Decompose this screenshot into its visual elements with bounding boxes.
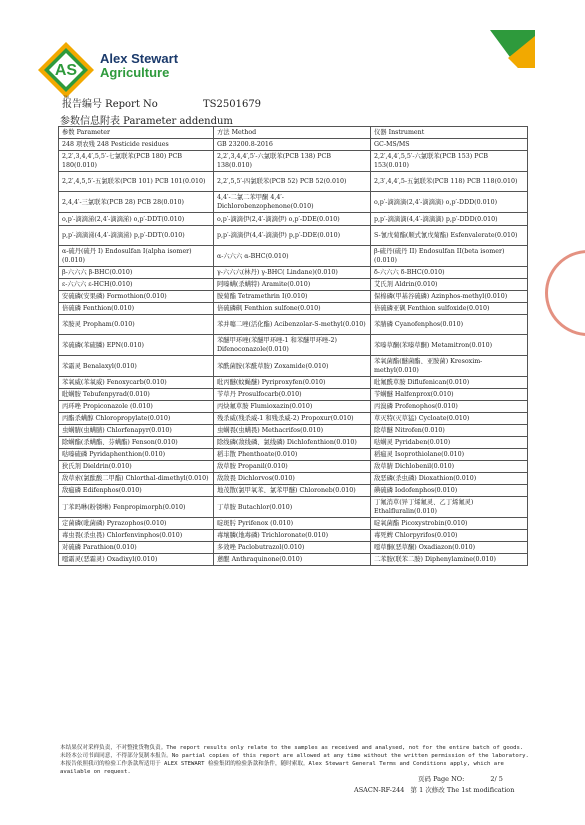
table-row: [59, 246, 528, 267]
page-number-value: 2/ 5: [490, 775, 503, 783]
instrument-cell: 吡氟酰草胺 Diflufenican(0.010): [371, 377, 528, 389]
instrument-cell: 丙溴磷 Profenophos(0.010): [371, 401, 528, 413]
parameter-cell: 哒嗪硫磷 Pyridaphenthion(0.010): [59, 449, 214, 461]
instrument-cell: 噁草酮(恶草酮) Oxadiazon(0.010): [371, 542, 528, 554]
method-cell: 敌敌畏 Dichlorvos(0.010): [214, 473, 371, 485]
footnote-line: 本报告依照我司的检验工作条款所适用于 ALEX STEWART 检验集团的检验条款和条件，随时索取。Alex Stewart General Terms and Conditions apply, which are available on request.: [60, 761, 504, 775]
report-number-label: 报告编号 Report No: [62, 99, 158, 110]
table-row: [59, 425, 528, 437]
table-row: [59, 389, 528, 401]
instrument-cell: 二苯胺(联苯二胺) Diphenylamine(0.010): [371, 554, 528, 566]
brand-name: Alex Stewart: [100, 51, 179, 66]
parameter-cell: 2,2′,4,5,5′-五氯联苯(PCB 101) PCB 101(0.010): [59, 172, 214, 192]
instrument-cell: o,p′-滴滴滴(2,4′-滴滴滴) o,p′-DDD(0.010): [371, 192, 528, 213]
footnote-line: 未经本公司书面同意，不得部分复制本报告。No partial copies of this report are allowed at any time without the written permission of the laboratory.: [60, 753, 529, 759]
brand-subtitle: Agriculture: [100, 65, 170, 80]
parameter-cell: 吡螨胺 Tebufenpyrad(0.010): [59, 389, 214, 401]
table-row: [59, 192, 528, 213]
parameter-cell: 倍硫磷 Fenthion(0.010): [59, 303, 214, 315]
logo-tm: TM: [63, 94, 69, 99]
table-row: [59, 530, 528, 542]
header-parameter: 参数 Parameter: [59, 127, 214, 139]
instrument-cell: 保棉磷(甲基谷硫磷) Azinphos-methyl(0.010): [371, 291, 528, 303]
method-cell: 啶斑肟 Pyrifenox (0.010): [214, 518, 371, 530]
table-body: [59, 139, 528, 566]
parameter-cell: 苯霜灵 Benalaxyl(0.010): [59, 356, 214, 377]
method-cell: 苯并噻二唑(活化酯) Acibenzolar-S-methyl(0.010): [214, 315, 371, 335]
table-row: [59, 213, 528, 226]
instrument-cell: 2,2′,4,4′,5,5′-六氯联苯(PCB 153) PCB 153(0.010): [371, 151, 528, 172]
parameter-cell: o,p′-滴滴涕(2,4′-滴滴涕) o,p′-DDT(0.010): [59, 213, 214, 226]
parameter-cell: 2,4,4′-三氯联苯(PCB 28) PCB 28(0.010): [59, 192, 214, 213]
method-cell: 毒壤膦(地毒磷) Trichloronate(0.010): [214, 530, 371, 542]
table-row: [59, 151, 528, 172]
instrument-cell: 稻瘟灵 Isoprothiolane(0.010): [371, 449, 528, 461]
method-cell: o,p′-滴滴伊(2,4′-滴滴伊) o,p′-DDE(0.010): [214, 213, 371, 226]
page-number: [418, 774, 503, 783]
parameter-table: [58, 126, 528, 566]
table-row: [59, 139, 528, 151]
table-row: [59, 518, 528, 530]
instrument-cell: 丁氟消草(异丁烯氟灵、乙丁烯氟灵) Ethalfluralin(0.010): [371, 497, 528, 518]
revision-code: ASACN-RF-244: [354, 786, 405, 794]
instrument-cell: 毒死蜱 Chlorpyrifos(0.010): [371, 530, 528, 542]
table-row: [59, 377, 528, 389]
method-cell: 2,2′,5,5′-四氯联苯(PCB 52) PCB 52(0.010): [214, 172, 371, 192]
instrument-cell: 敌恶磷(杀虫磷) Dioxathion(0.010): [371, 473, 528, 485]
table-row: [59, 437, 528, 449]
parameter-cell: 狄氏剂 Dieldrin(0.010): [59, 461, 214, 473]
table-row: [59, 554, 528, 566]
parameter-cell: 对硫磷 Parathion(0.010): [59, 542, 214, 554]
parameter-cell: β-六六六 β-BHC(0.010): [59, 267, 214, 279]
method-cell: 胺菊酯 Tetramethrin I(0.010): [214, 291, 371, 303]
method-cell: 敌草胺 Propanil(0.010): [214, 461, 371, 473]
method-cell: 稻丰散 Phenthoate(0.010): [214, 449, 371, 461]
method-cell: 苯醚甲环唑(苯醚甲环唑-1 和苯醚甲环唑-2) Difenoconazole(0.010): [214, 335, 371, 356]
instrument-cell: 苄螨醚 Halfenprox(0.010): [371, 389, 528, 401]
method-cell: 丙炔氟草胺 Flumioxazin(0.010): [214, 401, 371, 413]
parameter-cell: 248 项农残 248 Pesticide residues: [59, 139, 214, 151]
parameter-cell: 虫螨腈(虫螨腈) Chlorfenapyr(0.010): [59, 425, 214, 437]
parameter-cell: 丙环唑 Propiconazole (0.010): [59, 401, 214, 413]
revision-text: 第 1 次修改 The 1st modification: [410, 786, 515, 794]
brand-text: [100, 52, 178, 80]
parameter-cell: p,p′-滴滴涕(4,4′-滴滴涕) p,p′-DDT(0.010): [59, 226, 214, 246]
table-header-row: [59, 127, 528, 139]
table-row: [59, 335, 528, 356]
instrument-cell: 哒螨灵 Pyridaben(0.010): [371, 437, 528, 449]
method-cell: p,p′-滴滴伊(4,4′-滴滴伊) p,p′-DDE(0.010): [214, 226, 371, 246]
method-cell: 苄草丹 Prosulfocarb(0.010): [214, 389, 371, 401]
lab-seal-stamp: [545, 250, 585, 336]
page-number-label: 页码 Page NO:: [418, 775, 465, 783]
parameter-cell: α-硫丹(硫丹 I) Endosulfan I(alpha isomer)(0.010): [59, 246, 214, 267]
logo-monogram: AS: [54, 62, 78, 79]
revision-line: [354, 785, 514, 794]
instrument-cell: 艾氏剂 Aldrin(0.010): [371, 279, 528, 291]
addendum-title: 参数信息附表 Parameter addendum: [60, 116, 233, 127]
footnote-line: 本结果仅对采样负责，不对整批货物负责。The report results only relate to the samples as received and analysed, not for the entire batch of goods.: [60, 745, 524, 751]
report-number-line: [62, 95, 261, 110]
method-cell: 除线磷(敌线磷、氯线磷) Dichlofenthion(0.010): [214, 437, 371, 449]
method-cell: 苯酰菌胺(苯酰草胺) Zoxamide(0.010): [214, 356, 371, 377]
method-cell: 多效唑 Paclobutrazol(0.010): [214, 542, 371, 554]
table-row: [59, 172, 528, 192]
table-row: [59, 226, 528, 246]
header-method: 方法 Method: [214, 127, 371, 139]
report-number-value: TS2501679: [202, 99, 262, 110]
instrument-cell: 2,3′,4,4′,5-五氯联苯(PCB 118) PCB 118(0.010): [371, 172, 528, 192]
method-cell: 蒽醌 Anthraquinone(0.010): [214, 554, 371, 566]
instrument-cell: p,p′-滴滴滴(4,4′-滴滴滴) p,p′-DDD(0.010): [371, 213, 528, 226]
method-cell: 虫螨畏(虫螨畏) Methacrifos(0.010): [214, 425, 371, 437]
parameter-cell: 丁苯吗啉(粉锈啉) Fenpropimorph(0.010): [59, 497, 214, 518]
method-cell: 阿嗪螨(杀螨特) Aramite(0.010): [214, 279, 371, 291]
instrument-cell: 苯氧菌酯(醚菌酯、亚胺菌) Kresoxim-methyl(0.010): [371, 356, 528, 377]
corner-decoration: [490, 30, 535, 68]
parameter-cell: 苯硫磷(苯硫膦) EPN(0.010): [59, 335, 214, 356]
header-instrument: 仪器 Instrument: [371, 127, 528, 139]
instrument-cell: β-硫丹(硫丹 II) Endosulfan II(beta isomer)(0.010): [371, 246, 528, 267]
parameter-cell: 噁霜灵(恶霜灵) Oxadixyl(0.010): [59, 554, 214, 566]
method-cell: γ-六六六(林丹) γ-BHC( Lindane)(0.010): [214, 267, 371, 279]
instrument-cell: 敌草腈 Dichlobenil(0.010): [371, 461, 528, 473]
method-cell: 地茂散(氯甲氧苯、氯苯甲醚) Chloroneb(0.010): [214, 485, 371, 497]
table-row: [59, 291, 528, 303]
table-row: [59, 449, 528, 461]
table-row: [59, 401, 528, 413]
parameter-cell: ε-六六六 ε-HCH(0.010): [59, 279, 214, 291]
parameter-cell: 敌瘟磷 Edifenphos(0.010): [59, 485, 214, 497]
table-row: [59, 542, 528, 554]
method-cell: 丁草胺 Butachlor(0.010): [214, 497, 371, 518]
report-footnote: [60, 744, 530, 776]
instrument-cell: 啶氧菌酯 Picoxystrobin(0.010): [371, 518, 528, 530]
parameter-cell: 丙酯杀螨醇 Chloropropylate(0.010): [59, 413, 214, 425]
instrument-cell: 碘硫磷 Iodofenphos(0.010): [371, 485, 528, 497]
parameter-cell: 毒虫畏(杀虫畏) Chlorfenvinphos(0.010): [59, 530, 214, 542]
instrument-cell: 苯腈磷 Cyanofenphos(0.010): [371, 315, 528, 335]
method-cell: α-六六六 α-BHC(0.010): [214, 246, 371, 267]
instrument-cell: 草灭特(灭草猛) Cycloate(0.010): [371, 413, 528, 425]
method-cell: GB 23200.8-2016: [214, 139, 371, 151]
table-row: [59, 267, 528, 279]
parameter-cell: 除螨酯(杀螨酯、芬螨酯) Fenson(0.010): [59, 437, 214, 449]
parameter-cell: 苯氧威(苯氧威) Fenoxycarb(0.010): [59, 377, 214, 389]
table-row: [59, 413, 528, 425]
instrument-cell: S-氰戊菊酯(顺式氰戊菊酯) Esfenvalerate(0.010): [371, 226, 528, 246]
company-logo: [36, 40, 96, 100]
instrument-cell: 苯嗪草酮(苯嗪草酮) Metamitron(0.010): [371, 335, 528, 356]
table-row: [59, 461, 528, 473]
table-row: [59, 315, 528, 335]
instrument-cell: δ-六六六 δ-BHC(0.010): [371, 267, 528, 279]
table-row: [59, 497, 528, 518]
table-row: [59, 279, 528, 291]
table-row: [59, 303, 528, 315]
parameter-cell: 定菌磷(吡菌磷) Pyrazophos(0.010): [59, 518, 214, 530]
method-cell: 4,4′-二氯二苯甲酮 4,4′-Dichlorobenzophenone(0.010): [214, 192, 371, 213]
parameter-cell: 2,2′,3,4,4′,5,5′-七氯联苯(PCB 180) PCB 180(0.010): [59, 151, 214, 172]
instrument-cell: 倍硫磷亚砜 Fenthion sulfoxide(0.010): [371, 303, 528, 315]
method-cell: 2,2′,3,4,4′,5′-六氯联苯(PCB 138) PCB 138(0.010): [214, 151, 371, 172]
table-row: [59, 473, 528, 485]
instrument-cell: GC-MS/MS: [371, 139, 528, 151]
table-row: [59, 485, 528, 497]
method-cell: 残杀威(残杀威-1 和残杀威-2) Propoxur(0.010): [214, 413, 371, 425]
instrument-cell: 除草醚 Nitrofen(0.010): [371, 425, 528, 437]
table-row: [59, 356, 528, 377]
parameter-cell: 敌草索(氯酞酸二甲酯) Chlorthal-dimethyl(0.010): [59, 473, 214, 485]
method-cell: 吡丙醚(蚊蝇醚) Pyriproxyfen(0.010): [214, 377, 371, 389]
parameter-cell: 苯胺灵 Propham(0.010): [59, 315, 214, 335]
method-cell: 倍硫磷砜 Fenthion sulfone(0.010): [214, 303, 371, 315]
parameter-cell: 安硫磷(安果磷) Formothion(0.010): [59, 291, 214, 303]
